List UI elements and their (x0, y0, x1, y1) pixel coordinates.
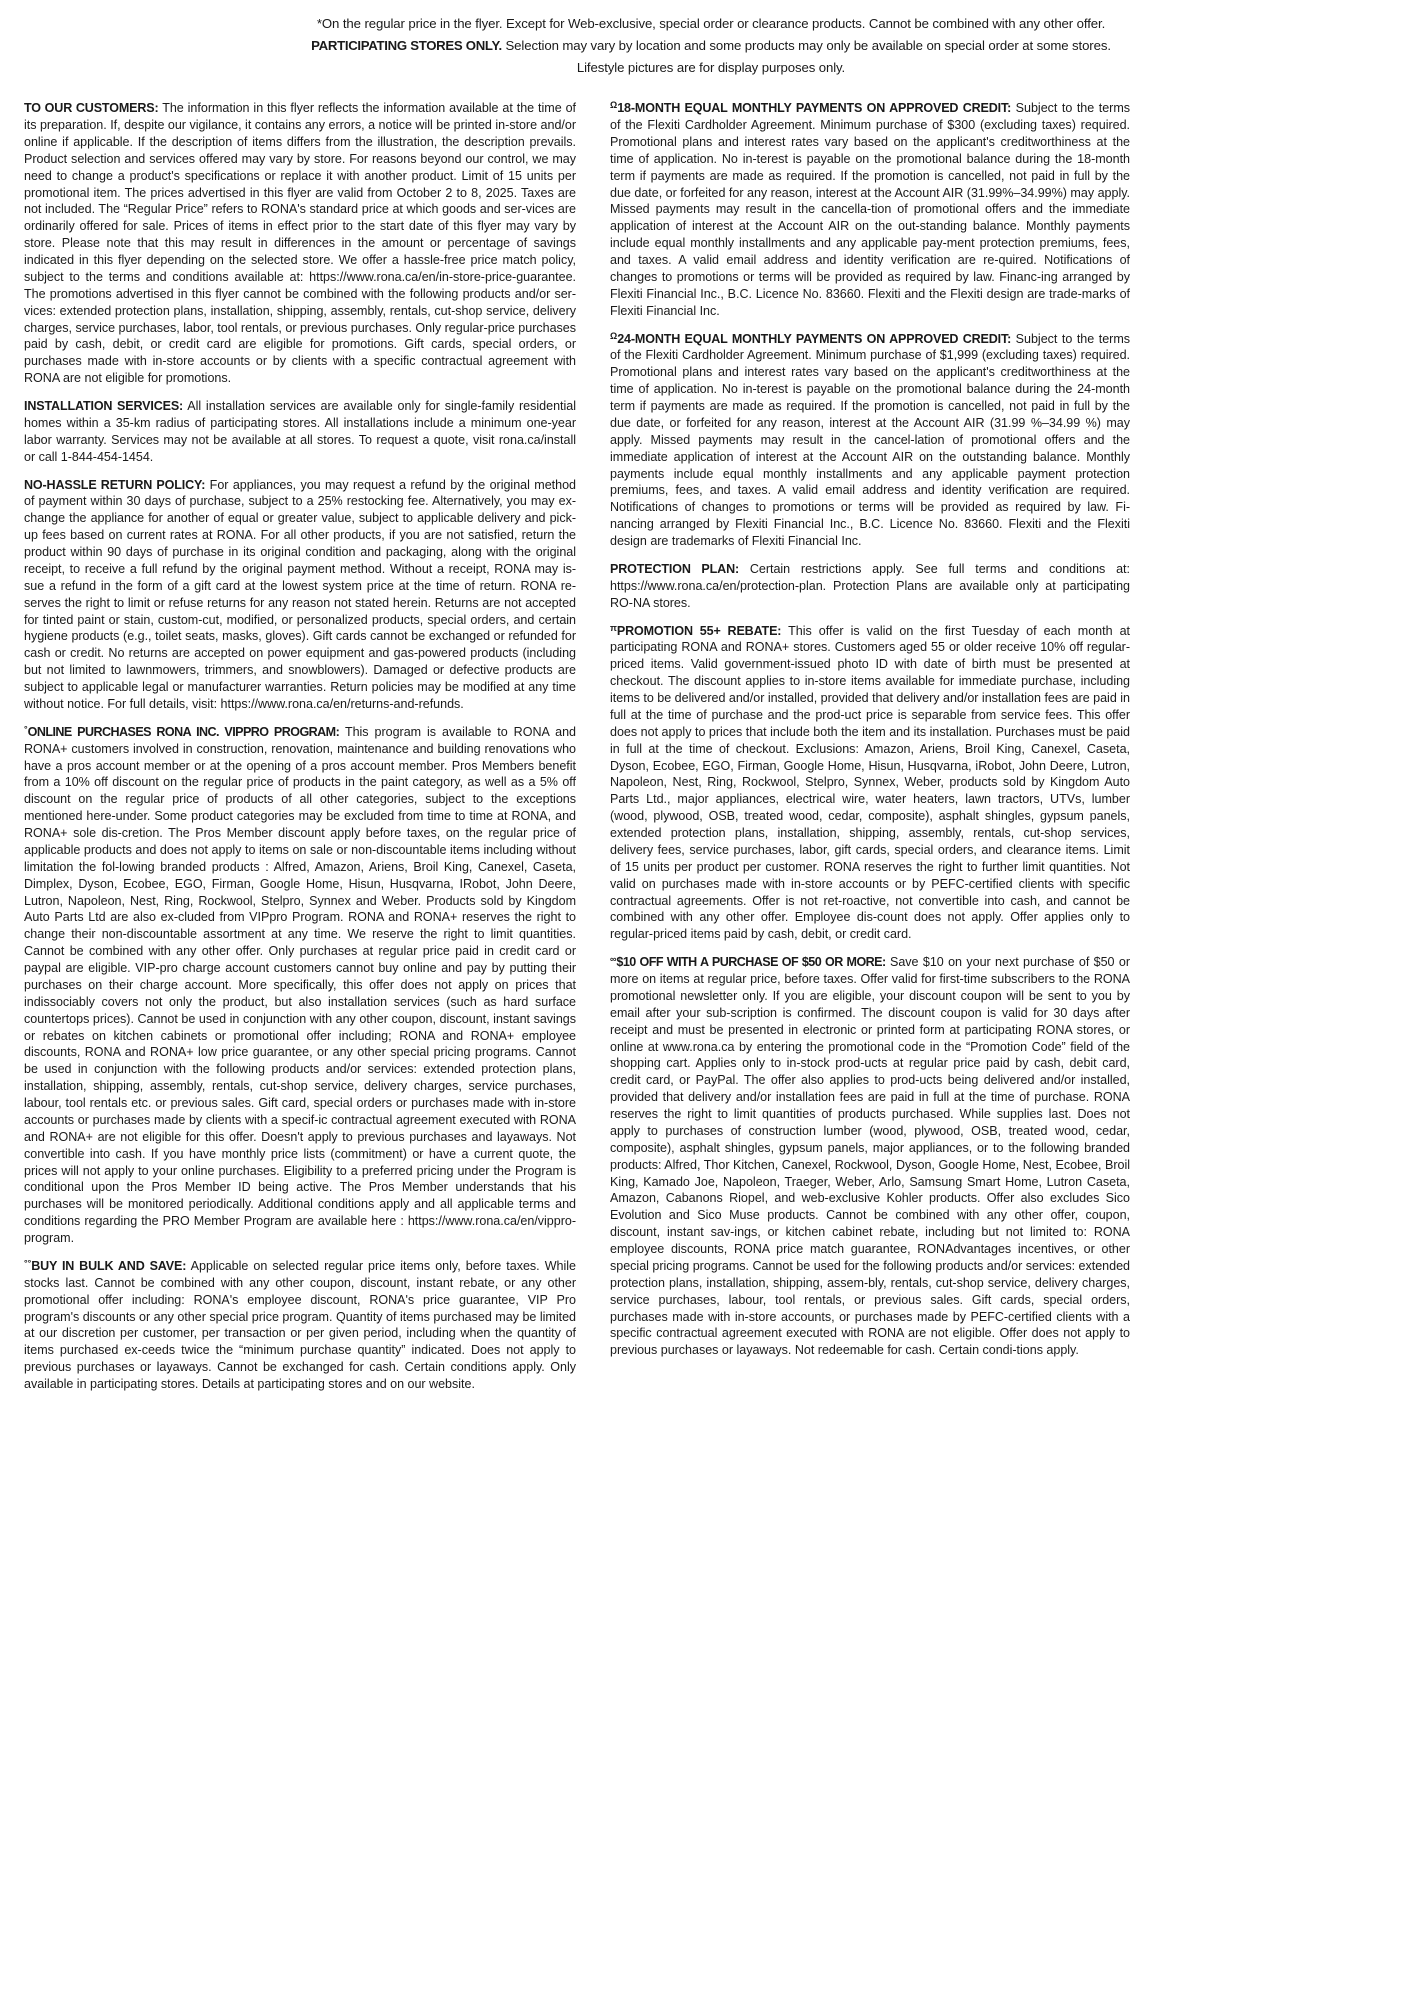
section-body: Subject to the terms of the Flexiti Cardholder Agreement. Minimum purchase of $1,999 (excluding taxes) required. Promotional plans and interest rates vary based on the applicant's creditworthiness at the time of application. No in-terest is payable on the promotional balance during the 24-month term if payments are made as required. If the promotion is cancelled, not paid in full by the due date, or forfeited for any reason, interest at the Account AIR (31.99 %–34.99 %) may apply. Missed payments may result in the cancel-lation of promotional offers and the immediate application of interest at the Account AIR on the outstanding balance. Monthly payments include equal monthly installments and any applicable payment protection premiums, fees, and taxes. A valid email address and identity verification are required. Notifications of changes to promotions or terms will be provided as required by law. Fi-nancing arranged by Flexiti Financial Inc., B.C. Licence No. 83660. Flexiti and the Flexiti design are trademarks of Flexiti Financial Inc. (610, 331, 1131, 549)
section-to-our-customers (24, 100, 576, 387)
participating-stores-label: PARTICIPATING STORES ONLY. (311, 38, 502, 54)
footnote-marker-degree: ° (24, 724, 28, 735)
section-body: Applicable on selected regular price items only, before taxes. While stocks last. Cannot be combined with any other coupon, discount, instant rebate, or any other promotional offer including: RONA's employee discount, RONA's price guarantee, VIP Pro program's discounts or any other special price program. Quantity of items purchased may be limited at our discretion per customer, per transaction or per given period, including when the quantity of items purchased ex-ceeds twice the “minimum purchase quantity” indicated. Does not apply to previous purchases or layaways. Cannot be exchanged for cash. Certain conditions apply. Only available in participating stores. Details at participating stores and on our website. (24, 1258, 576, 1392)
section-body: Subject to the terms of the Flexiti Cardholder Agreement. Minimum purchase of $300 (excluding taxes) required. Promotional plans and interest rates vary based on the applicant's creditworthiness at the time of application. No in-terest is payable on the promotional balance during the 18-month term if payments are made as required. If the promotion is cancelled, not paid in full by the due date, or forfeited for any reason, interest at the Account AIR (31.99%–34.99%) may apply. Missed payments may result in the cancella-tion of promotional offers and the immediate application of interest at the Account AIR on the out-standing balance. Monthly payments include equal monthly installments and any applicable pay-ment protection premiums, fees, and taxes. A valid email address and identity verification are re-quired. Notifications of changes to promotions or terms will be provided as required by law. Financ-ing arranged by Flexiti Financial Inc., B.C. Licence No. 83660. Flexiti and the Flexiti design are trade-marks of Flexiti Financial Inc. (610, 101, 1131, 318)
section-protection-plan (610, 561, 1130, 612)
section-body: The information in this flyer reflects the information available at the time of its preparation. If, despite our vigilance, it contains any errors, a notice will be printed in-store and/or online if applicable. If the description of items differs from the illustration, the description prevails. Product selection and services offered may vary by store. For reasons beyond our control, we may need to change a product's specifications or replace it with another product. Limit of 15 units per promotional item. The prices advertised in this flyer are valid from October 2 to 8, 2025. Taxes are not included. The “Regular Price” refers to RONA's standard price at which goods and ser-vices are ordinarily offered for sale. Prices of items in effect prior to the start date of this flyer may vary by store. Please note that this may result in differences in the amount or percentage of savings indicated in this flyer depending on the selected store. We offer a hassle-free price match policy, subject to the terms and conditions available at: https://www.rona.ca/en/in-store-price-guarantee. The promotions advertised in this flyer cannot be combined with the following products and/or ser-vices: extended protection plans, installation, shipping, assembly, rentals, cut-shop service, delivery charges, service purchases, labor, tool rentals, or previous purchases. Only regular-price purchases paid by cash, debit, or credit card are eligible for promotions. Gift cards, special orders, or purchases made with in-store accounts or by clients with a specific contractual agreement with RONA are not eligible for promotions. (24, 101, 576, 386)
section-heading: ONLINE PURCHASES RONA INC. VIPPRO PROGRAM: (27, 724, 340, 739)
participating-stores-text: Selection may vary by location and some products may only be available on special order at some stores. (501, 38, 1111, 54)
section-heading: INSTALLATION SERVICES: (24, 399, 184, 414)
disclaimer-line-1: *On the regular price in the flyer. Except for Web-exclusive, special order or clearance products. Cannot be combined with any other offer. (316, 16, 1106, 31)
footnote-marker-double-degree: °° (24, 1258, 32, 1269)
section-buy-in-bulk-and-save (24, 1258, 576, 1393)
terms-columns (24, 100, 1398, 1393)
section-heading: 18-MONTH EQUAL MONTHLY PAYMENTS ON APPROVED CREDIT: (617, 101, 1012, 116)
section-heading: PROTECTION PLAN: (610, 561, 740, 576)
footnote-marker-omega: Ω (610, 100, 618, 111)
section-heading: $10 OFF WITH A PURCHASE OF $50 OR MORE: (616, 955, 886, 970)
section-heading: 24-MONTH EQUAL MONTHLY PAYMENTS ON APPROVED CREDIT: (617, 331, 1012, 346)
footnote-marker-pi: π (610, 622, 617, 633)
section-installation-services (24, 398, 576, 466)
section-online-purchases-vippro (24, 724, 576, 1247)
section-heading: NO-HASSLE RETURN POLICY: (24, 477, 206, 492)
disclaimer-line-2 (186, 36, 1236, 56)
section-10-off-50-or-more (610, 954, 1130, 1359)
section-body: Save $10 on your next purchase of $50 or more on items at regular price, before taxes. Offer valid for first-time subscribers to the RONA promotional newsletter only. If you are eligible, your discount coupon will be sent to you by email after your sub-scription is confirmed. The discount coupon is valid for 30 days after receipt and must be presented in electronic or printed form at participating RONA stores, or online at www.rona.ca by entering the promotional code in the “Promotion Code” field of the shopping cart. Applies only to in-stock prod-ucts at regular price paid by cash, debit card, credit card, or PayPal. The offer also applies to prod-ucts being delivered and/or installed, provided that delivery and/or installation fees are paid in full at the time of purchase. RONA reserves the right to limit quantities of products purchased. While supplies last. Does not apply to purchases of construction lumber (wood, plywood, OSB, treated wood, cedar, composite), asphalt shingles, gypsum panels, major appliances, or to the following branded products: Alfred, Thor Kitchen, Canexel, Rockwool, Dyson, Google Home, Nest, Ecobee, Broil King, Kamado Joe, Napoleon, Traeger, Weber, Arlo, Samsung Smart Home, Lutron Caseta, Amazon, Cabanons Riopel, and web-exclusive Kohler products. Offer also excludes Sico Evolution and Sico Muse products. Cannot be combined with any other offer, coupon, discount, instant sav-ings, or kitchen cabinet rebate, including but not limited to: RONA employee discounts, RONA price match guarantee, RONAdvantages incentives, or other special pricing programs. Cannot be used for the following products and/or services: extended protection plans, installation, shipping, assem-bly, rentals, cut-shop service, delivery charges, service purchases, labour, tool rentals, or previous sales. Gift cards, special orders, purchases made with in-store accounts, or purchases made by PEFC-certified clients with a specific contractual agreement executed with RONA are not eligible. Offer does not apply to previous purchases or layaways. Not redeemable for cash. Certain condi-tions apply. (610, 955, 1130, 1358)
section-heading: PROMOTION 55+ REBATE: (616, 623, 782, 638)
section-body: All installation services are available only for single-family residential homes within a 35-km radius of participating stores. All installations include a minimum one-year labor warranty. Services may not be available at all stores. To request a quote, visit rona.ca/install or call 1-844-454-1454. (24, 399, 576, 464)
section-heading: TO OUR CUSTOMERS: (24, 101, 159, 116)
footnote-marker-omega: Ω (610, 330, 618, 341)
section-promotion-55-rebate (610, 623, 1130, 944)
section-body: This offer is valid on the first Tuesday of each month at participating RONA and RONA+ stores. Customers aged 55 or older receive 10% off regular-priced items. Valid government-issued photo ID with date of birth must be presented at checkout. The discount applies to in-store items available for immediate purchase, including items to be delivered and/or installed, provided that delivery and/or installation fees are paid in full at the time of purchase and the prod-uct price is separable from service fees. This offer does not apply to prices that include both the item and its installation. Purchases must be paid in full at the time of checkout. Exclusions: Amazon, Ariens, Broil King, Canexel, Caseta, Dyson, Ecobee, EGO, Firman, Google Home, Hisun, Husqvarna, iRobot, John Deere, Lutron, Napoleon, Nest, Ring, Rockwool, Stelpro, Synnex, Weber, products sold by Kingdom Auto Parts Ltd., major appliances, electrical wire, water heaters, lawn tractors, UTVs, lumber (wood, plywood, OSB, treated wood, cedar, composite), asphalt shingles, gypsum panels, extended protection plans, installation, shipping, assembly, rentals, cut-shop services, delivery fees, service purchases, labor, gift cards, special orders, and clearance items. Limit of 15 units per product per customer. RONA reserves the right to further limit quantities. Not valid on purchases made with in-store accounts or by PEFC-certified clients with specific contractual agreements. Offer is not ret-roactive, not convertible into cash, and cannot be combined with any other offer. Employee dis-count does not apply. Offer applies only to regular-priced items paid by cash, debit, or credit card. (610, 623, 1130, 942)
section-24-month-payments (610, 331, 1130, 550)
section-no-hassle-return-policy (24, 477, 576, 713)
section-body: Certain restrictions apply. See full terms and conditions at: https://www.rona.ca/en/protection-plan. Protection Plans are available only at participating RO-NA stores. (610, 561, 1130, 610)
section-heading: BUY IN BULK AND SAVE: (31, 1258, 187, 1273)
disclaimer-line-3: Lifestyle pictures are for display purposes only. (576, 60, 846, 76)
left-terms-column (24, 100, 576, 1393)
footnote-marker-infinity: ∞ (610, 954, 617, 965)
right-terms-column (610, 100, 1130, 1359)
flyer-disclaimer (186, 14, 1236, 78)
section-body: For appliances, you may request a refund by the original method of payment within 30 days of purchase, subject to a 25% restocking fee. Alternatively, you may ex-change the appliance for another of equal or greater value, subject to applicable delivery and pick-up fees based on current rates at RONA. For all other products, if you are not satisfied, return the product within 90 days of purchase in its original condition and packaging, along with the original receipt, to receive a full refund by the original payment method. Without a receipt, RONA may is-sue a refund in the form of a gift card at the lowest system price at the time of return. RONA re-serves the right to limit or refuse returns for any reason not stated herein. Returns are not accepted for tinted paint or stain, custom-cut, modified, or personalized products, special orders, and certain hygiene products (e.g., toilet seats, masks, gloves). Gift cards cannot be exchanged or refunded for cash or credit. No returns are accepted on power equipment and gas-powered products (including but not limited to lawnmowers, trimmers, and snowblowers). Damaged or defective products are subject to applicable legal or manufacturer warranties. Return policies may be modified at any time without notice. For full details, visit: https://www.rona.ca/en/returns-and-refunds. (24, 477, 576, 711)
section-body: This program is available to RONA and RONA+ customers involved in construction, renovation, maintenance and building renovations who have a pros account member or at the opening of a pros account member. Pros Members benefit from a 10% off discount on the regular price of products in the paint category, as well as a 5% off discount on the regular price of products of all other categories, subject to the exceptions mentioned here-under. Some product categories may be excluded from time to time at RONA, and RONA+ sole dis-cretion. The Pros Member discount apply before taxes, on the regular price of applicable products and does not apply to items on sale or non-discountable items including without limitation the fol-lowing branded products : Alfred, Amazon, Ariens, Broil King, Canexel, Caseta, Dimplex, Dyson, Ecobee, EGO, Firman, Google Home, Hisun, Husqvarna, IRobot, John Deere, Lutron, Napoleon, Nest, Ring, Rockwool, Stelpro, Synnex and Weber. Products sold by Kingdom Auto Parts Ltd are also ex-cluded from VIPpro Program. RONA and RONA+ reserves the right to change their non-discountable assortment at any time. We reserve the right to limit quantities. Cannot be combined with any other offer. Only purchases at regular price paid in credit card or paypal are eligible. VIP-pro charge account customers cannot buy online and pay by putting their purchases on their charge account. More specifically, this offer does not apply on prices that indissociably covers not only the product, but also installation services (such as hard surface countertops prices). Cannot be used in conjunction with any other coupon, discount, instant savings or rebates on kitchen cabinets or promotional offer including; RONA and RONA+ employee discounts, RONA and RONA+ low price guarantee, or any other special pricing programs. Cannot be used in conjunction with the following products and/or services: extended protection plans, installation, shipping, assembly, rentals, cut-shop service, delivery charges, service purchases, labour, tool rentals etc. or previous sales. Gift card, special orders or purchases made with in-store accounts or purchases made by clients with a specif-ic contractual agreement executed with RONA and RONA+ are not eligible for this offer. Doesn't apply to previous purchases and layaways. Not convertible into cash. If you have monthly price lists (commitment) or have a current quote, the prices will not apply to your online purchases. Eligibility to a preferred pricing under the Program is conditional upon the Pros Member ID being active. The Pros Member understands that his purchases will be monitored periodically. Additional conditions apply and all applicable terms and conditions regarding the PRO Member Program are available here : https://www.rona.ca/en/vippro-program. (24, 724, 576, 1246)
section-18-month-payments (610, 100, 1130, 319)
